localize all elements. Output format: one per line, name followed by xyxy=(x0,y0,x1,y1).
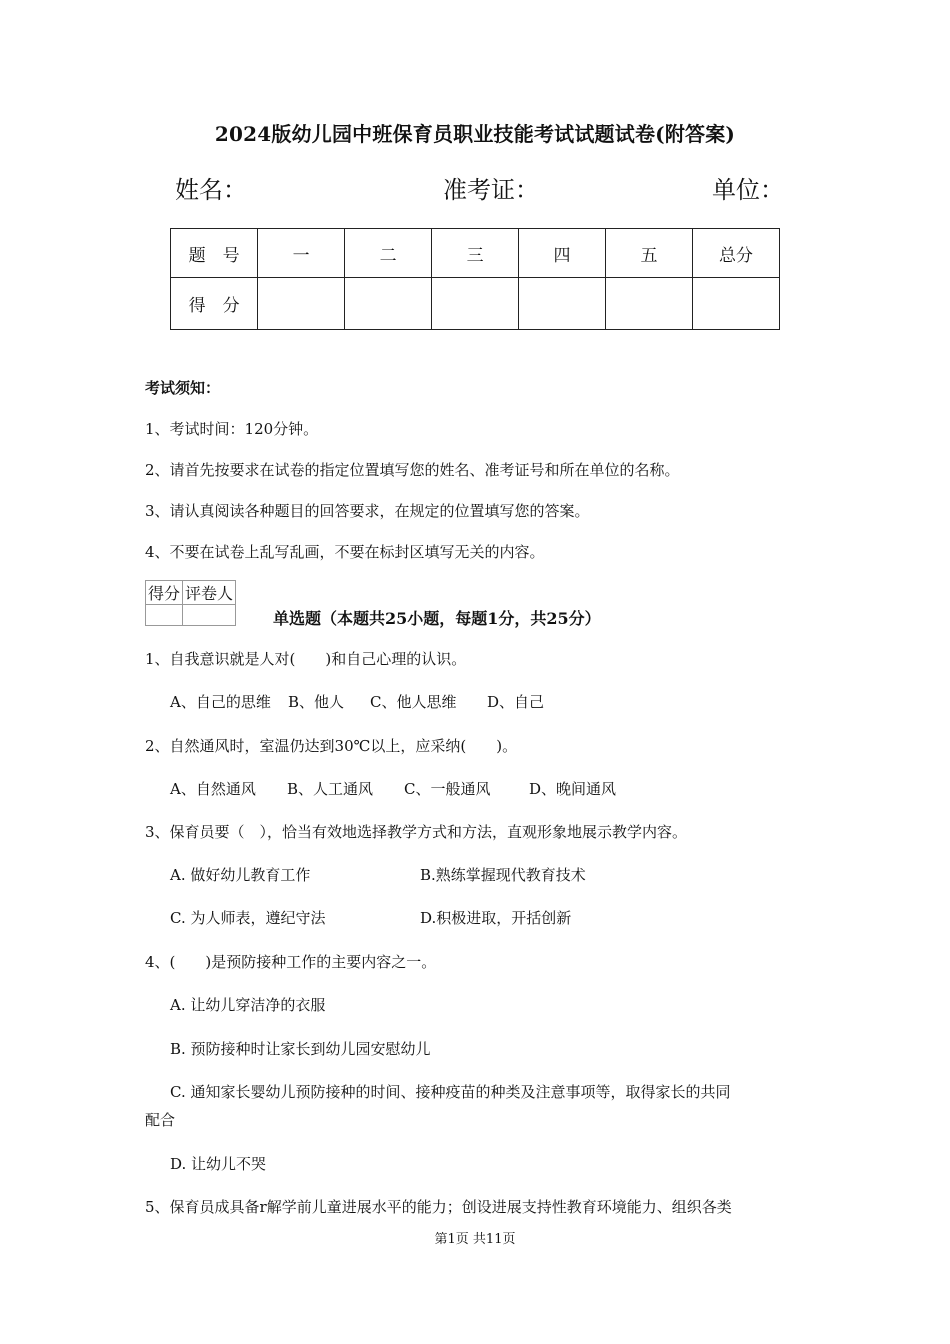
question-option: D、自己 xyxy=(487,693,545,711)
score-table-blank-cell xyxy=(606,278,693,330)
question-option: C、他人思维 xyxy=(370,693,457,711)
notice-item: 3、请认真阅读各种题目的回答要求，在规定的位置填写您的答案。 xyxy=(145,502,590,520)
question-stem: 2、自然通风时，室温仍达到30℃以上，应采纳( )。 xyxy=(145,737,518,755)
question-stem: 4、( )是预防接种工作的主要内容之一。 xyxy=(145,953,437,971)
page-footer: 第1页 共11页 xyxy=(434,1232,516,1247)
notice-item: 1、考试时间：120分钟。 xyxy=(145,420,319,438)
question-option: B. 预防接种时让家长到幼儿园安慰幼儿 xyxy=(170,1040,431,1058)
score-table-cell: 一 xyxy=(258,229,345,278)
question-option: B.熟练掌握现代教育技术 xyxy=(420,866,586,884)
score-table-cell: 四 xyxy=(519,229,606,278)
score-table-blank-cell xyxy=(345,278,432,330)
score-table xyxy=(170,228,780,330)
question-option: C. 为人师表，遵纪守法 xyxy=(170,909,326,927)
page-title: 2024版幼儿园中班保育员职业技能考试试题试卷(附答案) xyxy=(214,122,736,146)
notice-heading: 考试须知： xyxy=(145,379,221,397)
question-option: B、人工通风 xyxy=(287,780,374,798)
question-stem: 5、保育员成具备r解学前儿童进展水平的能力；创设进展支持性教育环境能力、组织各类 xyxy=(145,1198,732,1216)
question-option: D、晚间通风 xyxy=(529,780,617,798)
question-option: B、他人 xyxy=(288,693,345,711)
score-table-cell: 题 号 xyxy=(171,229,258,278)
question-option: A. 做好幼儿教育工作 xyxy=(170,866,311,884)
grader-reviewer-label: 评卷人 xyxy=(183,581,236,605)
question-stem: 3、保育员要（ ），恰当有效地选择教学方式和方法，直观形象地展示教学内容。 xyxy=(145,823,688,841)
section-title: 单选题（本题共25小题，每题1分，共25分） xyxy=(273,609,601,628)
question-option-continuation: 配合 xyxy=(145,1111,176,1129)
score-table-cell: 得 分 xyxy=(171,278,258,330)
grader-score-label: 得分 xyxy=(146,581,183,605)
question-option: D. 让幼儿不哭 xyxy=(170,1155,267,1173)
grader-box xyxy=(145,580,236,626)
score-table-blank-cell xyxy=(432,278,519,330)
question-stem: 1、自我意识就是人对( )和自己心理的认识。 xyxy=(145,650,467,668)
name-field-label: 姓名： xyxy=(175,176,247,204)
question-option: A. 让幼儿穿洁净的衣服 xyxy=(170,996,326,1014)
unit-field-label: 单位： xyxy=(712,176,784,204)
question-option: C. 通知家长婴幼儿预防接种的时间、接种疫苗的种类及注意事项等，取得家长的共同 xyxy=(170,1083,731,1101)
question-option: A、自己的思维 xyxy=(170,693,271,711)
notice-item: 2、请首先按要求在试卷的指定位置填写您的姓名、准考证号和所在单位的名称。 xyxy=(145,461,680,479)
notice-item: 4、不要在试卷上乱写乱画，不要在标封区填写无关的内容。 xyxy=(145,543,545,561)
score-table-cell: 二 xyxy=(345,229,432,278)
score-table-score-row xyxy=(171,278,780,330)
score-table-cell: 五 xyxy=(606,229,693,278)
question-option: A、自然通风 xyxy=(170,780,256,798)
score-table-blank-cell xyxy=(258,278,345,330)
score-table-blank-cell xyxy=(692,278,779,330)
grader-score-blank xyxy=(146,605,183,626)
question-option: D.积极进取，开括创新 xyxy=(420,909,572,927)
question-option: C、一般通风 xyxy=(404,780,491,798)
score-table-header-row xyxy=(171,229,780,278)
grader-reviewer-blank xyxy=(183,605,236,626)
score-table-cell: 总分 xyxy=(692,229,779,278)
score-table-blank-cell xyxy=(519,278,606,330)
exam-id-field-label: 准考证： xyxy=(443,176,539,204)
score-table-cell: 三 xyxy=(432,229,519,278)
